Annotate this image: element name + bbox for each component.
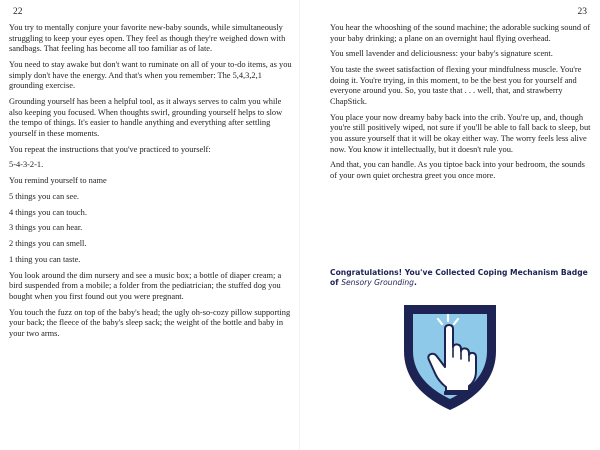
paragraph: You smell lavender and deliciousness: your baby's signature scent.: [330, 49, 553, 59]
right-page-body: [330, 23, 592, 187]
page-number-right: 23: [577, 7, 587, 17]
cuff: [444, 391, 471, 395]
paragraph: 4 things you can touch.: [9, 207, 87, 217]
badge-caption-text: Congratulations! You've Collected Coping Mechanism Badge of: [330, 268, 588, 288]
paragraph: You taste the sweet satisfaction of flexing your mindfulness muscle. You're doing it. You're trying, in this moment, to be the best you for yourself and everyone around you. So, you taste that . . . well, that, and strawberry ChapStick.: [330, 65, 582, 106]
paragraph: And that, you can handle. As you tiptoe back into your bedroom, the sounds of your own quiet orchestra greet you once more.: [330, 160, 585, 180]
page-number-left: 22: [13, 7, 23, 17]
paragraph: 3 things you can hear.: [9, 223, 83, 233]
paragraph: You touch the fuzz on top of the baby's head; the ugly oh-so-cozy pillow supporting your back; the fleece of the baby's sleep sack; the weight of the bottle and baby in your two arms.: [9, 307, 291, 338]
hand-tap-shield-icon: [398, 297, 502, 413]
paragraph: You look around the dim nursery and see a music box; a bottle of diaper cream; a bird suspended from a mobile; a folder from the pediatrician; the stuffed dog you bought when you first found out you were pregnant.: [9, 270, 282, 301]
badge-caption: [330, 268, 592, 288]
paragraph: 2 things you can smell.: [9, 239, 87, 249]
badge-caption-period: .: [413, 278, 417, 288]
paragraph: You try to mentally conjure your favorite new-baby sounds, while simultaneously struggling to keep your eyes open. They feel as though they're weighed down with sandbags. That feeling has become all too familiar as of late.: [9, 23, 286, 54]
paragraph: You place your now dreamy baby back into the crib. You're up, and, though you're still positively wiped, not sure if you'll be able to fall back to sleep, but you assure yourself that it will be okay either way. The worry feels less alive now. You know it intellectually, but it doesn't rule you.: [330, 112, 591, 154]
paragraph: You remind yourself to name: [9, 176, 107, 186]
paragraph: 1 thing you can taste.: [9, 254, 81, 264]
paragraph: You need to stay awake but don't want to ruminate on all of your to-do items, as you simply don't have the energy. And that's when you remember: The 5,4,3,2,1 grounding exercise.: [9, 59, 292, 91]
paragraph: 5-4-3-2-1.: [9, 160, 44, 170]
paragraph: You hear the whooshing of the sound machine; the adorable sucking sound of your baby drinking; a plane on an overnight haul flying overhead.: [330, 23, 591, 43]
paragraph: Grounding yourself has been a helpful tool, as it always serves to calm you while also keeping you focused. When thoughts swirl, grounding yourself helps to slow the tempo of things. It's easier to handle anything and everything after settling yourself in these moments.: [9, 96, 283, 138]
badge-name: Sensory Grounding: [341, 278, 414, 288]
paragraph: 5 things you can see.: [9, 191, 80, 201]
left-page-body: [9, 23, 294, 345]
paragraph: You repeat the instructions that you've practiced to yourself:: [9, 144, 211, 154]
